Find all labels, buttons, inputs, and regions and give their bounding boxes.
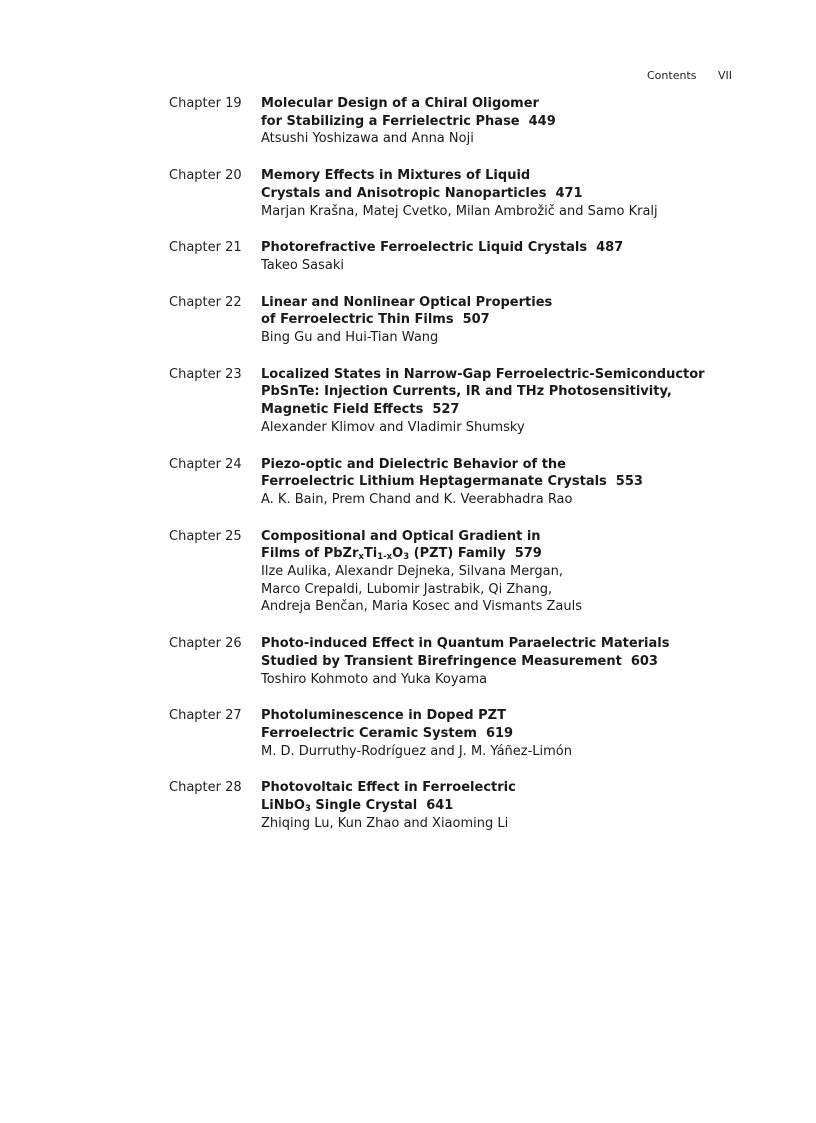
chapter-page-number: 619 [485,725,514,741]
toc-entry-body [261,167,769,220]
toc-entry-body [261,456,769,509]
toc-entry-body [261,294,769,347]
chapter-page-number: 603 [630,653,658,669]
chapter-authors [261,329,769,347]
author-line: Marco Crepaldi, Lubomir Jastrabik, Qi Zhang, [261,581,553,597]
author-line: Zhiqing Lu, Kun Zhao and Xiaoming Li [261,815,509,831]
author-line: Marjan Krašna, Matej Cvetko, Milan Ambrožič and Samo Kralj [261,203,658,219]
chapter-page-number: 449 [528,113,556,129]
chapter-title-line: Ferroelectric Lithium Heptagermanate Crystals 553 [261,474,643,490]
chapter-number: Chapter 19 [169,96,242,111]
chapter-page-number: 527 [432,402,460,418]
chapter-title-line: Compositional and Optical Gradient in [261,528,541,544]
toc-entry [169,528,769,617]
chapter-page-number: 471 [555,185,583,201]
author-line: Takeo Sasaki [261,257,345,273]
toc-entry [169,707,769,760]
toc-entry [169,779,769,832]
toc-entry-body [261,528,769,617]
toc-entry-body [261,239,769,274]
chapter-authors [261,743,769,761]
author-line: Andreja Benčan, Maria Kosec and Vismants Zauls [261,599,582,615]
chapter-title-line: Studied by Transient Birefringence Measurement 603 [261,653,658,669]
chapter-title-line: Linear and Nonlinear Optical Properties [261,294,553,310]
author-line: Atsushi Yoshizawa and Anna Noji [261,131,474,147]
chapter-title-line: Localized States in Narrow-Gap Ferroelectric-Semiconductor [261,366,705,382]
toc-entry [169,456,769,509]
chapter-title [261,366,769,419]
toc-entry-body [261,707,769,760]
table-of-contents [169,95,769,833]
toc-entry [169,294,769,347]
chapter-authors [261,257,769,275]
author-line: Bing Gu and Hui-Tian Wang [261,330,439,346]
toc-entry [169,366,769,437]
toc-entry-body [261,95,769,148]
chapter-title-line: Molecular Design of a Chiral Oligomer [261,96,539,111]
chapter-number: Chapter 24 [169,456,242,472]
chapter-title [261,239,769,257]
chapter-title [261,456,769,491]
chapter-title-line: of Ferroelectric Thin Films 507 [261,312,490,328]
chapter-number: Chapter 28 [169,780,242,796]
chapter-title-line: Photorefractive Ferroelectric Liquid Crystals 487 [261,240,624,256]
author-line: A. K. Bain, Prem Chand and K. Veerabhadra Rao [261,491,573,507]
chapter-title [261,528,769,563]
chapter-title-formula-line: LiNbO$_3$ Single Crystal 641 [261,798,454,815]
chapter-title [261,167,769,202]
chapter-page-number: 579 [514,546,542,562]
chapter-page-number: 507 [462,312,490,328]
chapter-page-number: 487 [596,240,624,256]
toc-entry-body [261,779,769,832]
toc-entry [169,635,769,688]
chapter-number: Chapter 23 [169,366,242,382]
chapter-title-line: Magnetic Field Effects 527 [261,402,460,418]
running-head-title: Contents [647,69,697,82]
chapter-authors [261,671,769,689]
chapter-number: Chapter 25 [169,528,242,544]
chapter-authors [261,491,769,509]
toc-entry-body [261,366,769,437]
running-head [647,69,732,82]
chapter-title [261,635,769,670]
chapter-title-line: PbSnTe: Injection Currents, IR and THz Photosensitivity, [261,384,672,400]
chapter-number: Chapter 26 [169,636,242,652]
chapter-title-line: Crystals and Anisotropic Nanoparticles 471 [261,185,583,201]
author-line: Toshiro Kohmoto and Yuka Koyama [261,671,488,687]
chapter-number: Chapter 22 [169,294,242,310]
toc-entry [169,167,769,220]
chapter-authors [261,815,769,833]
chapter-authors [261,563,769,616]
chapter-title-line: Photoluminescence in Doped PZT [261,708,506,724]
chapter-title [261,294,769,329]
chapter-title-line: Photo-induced Effect in Quantum Paraelectric Materials [261,636,670,652]
toc-entry [169,95,769,148]
toc-entry [169,239,769,274]
page-number: VII [717,69,732,82]
toc-entry-body [261,635,769,688]
chapter-authors [261,130,769,148]
author-line: Ilze Aulika, Alexandr Dejneka, Silvana Mergan, [261,564,563,580]
chapter-title-formula-line: Films of $PbZr_xTi_{1-x}O_3$ (PZT) Family 579 [261,546,542,563]
chapter-number: Chapter 21 [169,240,242,256]
chapter-title-line: Piezo-optic and Dielectric Behavior of the [261,456,566,472]
chapter-number: Chapter 20 [169,168,242,184]
author-line: M. D. Durruthy-Rodríguez and J. M. Yáñez-Limón [261,743,573,759]
chapter-number: Chapter 27 [169,708,242,724]
chapter-authors [261,419,769,437]
chapter-title-line: Photovoltaic Effect in Ferroelectric [261,780,516,796]
chapter-title [261,95,769,130]
chapter-title-line: for Stabilizing a Ferrielectric Phase 449 [261,113,556,129]
chapter-authors [261,203,769,221]
chapter-page-number: 641 [426,798,454,814]
chapter-title-line: Memory Effects in Mixtures of Liquid [261,168,531,184]
chapter-title-line: Ferroelectric Ceramic System 619 [261,725,514,741]
chapter-title [261,707,769,742]
author-line: Alexander Klimov and Vladimir Shumsky [261,419,525,435]
chapter-page-number: 553 [615,474,643,490]
chapter-title [261,779,769,814]
